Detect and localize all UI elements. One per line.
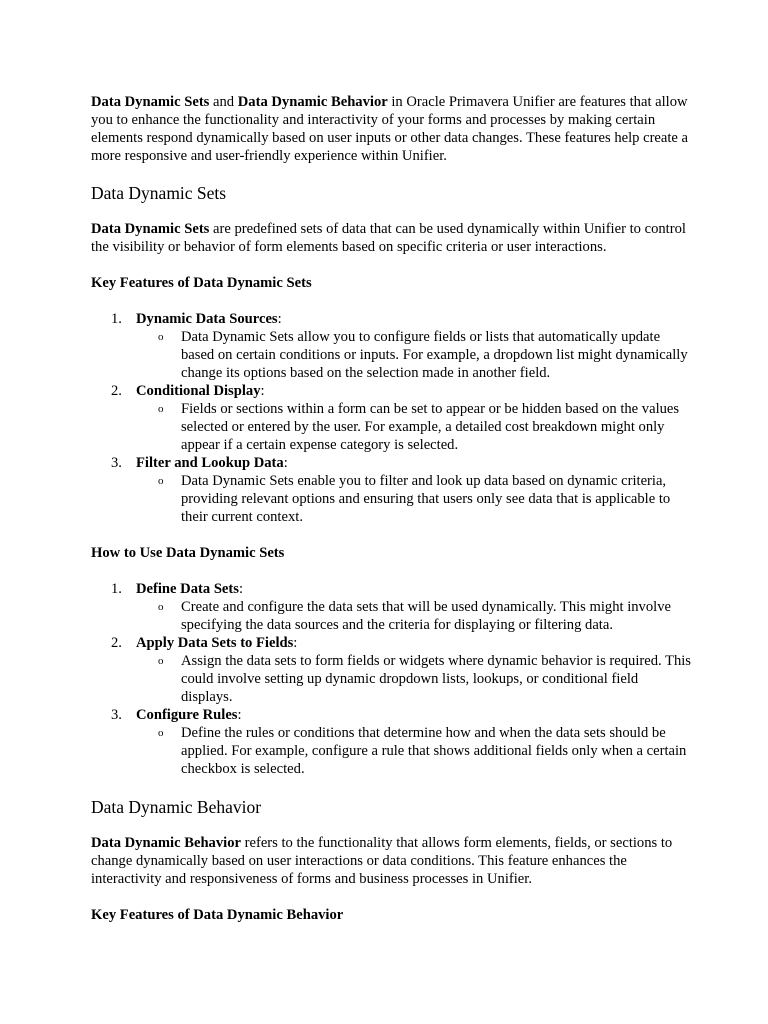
sub-list: [136, 328, 691, 382]
list-item-title: Conditional Display: [136, 383, 261, 399]
list-item: [91, 382, 691, 454]
sub-list-item: [136, 598, 691, 634]
list-item-colon: :: [237, 707, 242, 723]
intro-term-sets: Data Dynamic Sets: [91, 94, 210, 110]
sub-list: [136, 400, 691, 454]
key-features-list: [91, 310, 691, 526]
intro-paragraph: [91, 93, 691, 165]
sub-list-text: Define the rules or conditions that determine how and when the data sets should be applied. For example, configure a rule that shows additional fields only when a certain checkbox is selected.: [181, 725, 687, 777]
subheading-key-features-sets: Key Features of Data Dynamic Sets: [91, 275, 312, 291]
sub-list-item: [136, 328, 691, 382]
list-item: [91, 706, 691, 778]
subheading-key-features-behavior: Key Features of Data Dynamic Behavior: [91, 907, 344, 923]
list-item-title: Dynamic Data Sources: [136, 311, 278, 327]
sub-list-text: Fields or sections within a form can be set to appear or be hidden based on the values selected or entered by the user. For example, a detailed cost breakdown might only appear if a certain expense category is selected.: [181, 401, 680, 453]
list-number: 3.: [111, 455, 122, 471]
behavior-description-term: Data Dynamic Behavior: [91, 835, 241, 851]
sub-list-text: Assign the data sets to form fields or widgets where dynamic behavior is required. This could involve setting up dynamic dropdown lists, lookups, or conditional field displays.: [181, 653, 691, 705]
section-heading-sets: Data Dynamic Sets: [91, 183, 227, 203]
sub-list-item: [136, 400, 691, 454]
sets-description-term: Data Dynamic Sets: [91, 221, 210, 237]
sub-list-item: [136, 472, 691, 526]
sets-description: [91, 220, 691, 256]
list-item: [91, 310, 691, 382]
sub-list: [136, 598, 691, 634]
list-item-title: Configure Rules: [136, 707, 238, 723]
list-item-title: Define Data Sets: [136, 581, 239, 597]
list-item-title: Filter and Lookup Data: [136, 455, 284, 471]
behavior-description-text: refers to the functionality that allows form elements, fields, or sections to change dynamically based on user interactions or data conditions. This feature enhances the interactivity and responsiveness of forms and business processes in Unifier.: [91, 835, 673, 887]
list-number: 1.: [111, 581, 122, 597]
circle-bullet-icon: o: [158, 727, 164, 739]
list-item-colon: :: [277, 311, 282, 327]
list-item-colon: :: [293, 635, 298, 651]
list-item: [91, 634, 691, 706]
sub-list-text: Data Dynamic Sets enable you to filter and look up data based on dynamic criteria, providing relevant options and ensuring that users only see data that is applicable to their current context.: [181, 473, 671, 525]
list-item-colon: :: [238, 581, 244, 597]
list-item: [91, 454, 691, 526]
subheading-how-to-use: How to Use Data Dynamic Sets: [91, 545, 285, 561]
list-number: 1.: [111, 311, 122, 327]
list-number: 2.: [111, 383, 122, 399]
circle-bullet-icon: o: [158, 655, 164, 667]
sub-list-item: [136, 652, 691, 706]
list-item: [91, 580, 691, 634]
list-item-title: Apply Data Sets to Fields: [136, 635, 294, 651]
sub-list-text: Data Dynamic Sets allow you to configure fields or lists that automatically update based on certain conditions or inputs. For example, a dropdown list might dynamically change its options based on the selection made in another field.: [181, 329, 688, 381]
document-body: [91, 93, 691, 942]
circle-bullet-icon: o: [158, 403, 164, 415]
circle-bullet-icon: o: [158, 601, 164, 613]
sub-list: [136, 652, 691, 706]
circle-bullet-icon: o: [158, 475, 164, 487]
how-to-list: [91, 580, 691, 778]
list-number: 3.: [111, 707, 122, 723]
list-number: 2.: [111, 635, 122, 651]
intro-text: in Oracle Primavera Unifier are features that allow you to enhance the functionality and interactivity of your forms and processes by making certain elements respond dynamically based on user inputs or other data changes. These features help create a more responsive and user-friendly experience within Unifier.: [91, 94, 689, 164]
section-heading-behavior: Data Dynamic Behavior: [91, 797, 262, 817]
list-item-colon: :: [283, 455, 288, 471]
list-item-colon: :: [260, 383, 265, 399]
intro-term-behavior: Data Dynamic Behavior: [237, 94, 388, 110]
sub-list-text: Create and configure the data sets that will be used dynamically. This might involve specifying the data sources and the criteria for displaying or filtering data.: [181, 599, 671, 633]
circle-bullet-icon: o: [158, 331, 164, 343]
sub-list: [136, 472, 691, 526]
sub-list: [136, 724, 691, 778]
intro-conjunction: and: [209, 94, 238, 110]
sub-list-item: [136, 724, 691, 778]
sets-description-text: are predefined sets of data that can be used dynamically within Unifier to control the visibility or behavior of form elements based on specific criteria or user interactions.: [91, 221, 686, 255]
behavior-description: [91, 834, 691, 888]
